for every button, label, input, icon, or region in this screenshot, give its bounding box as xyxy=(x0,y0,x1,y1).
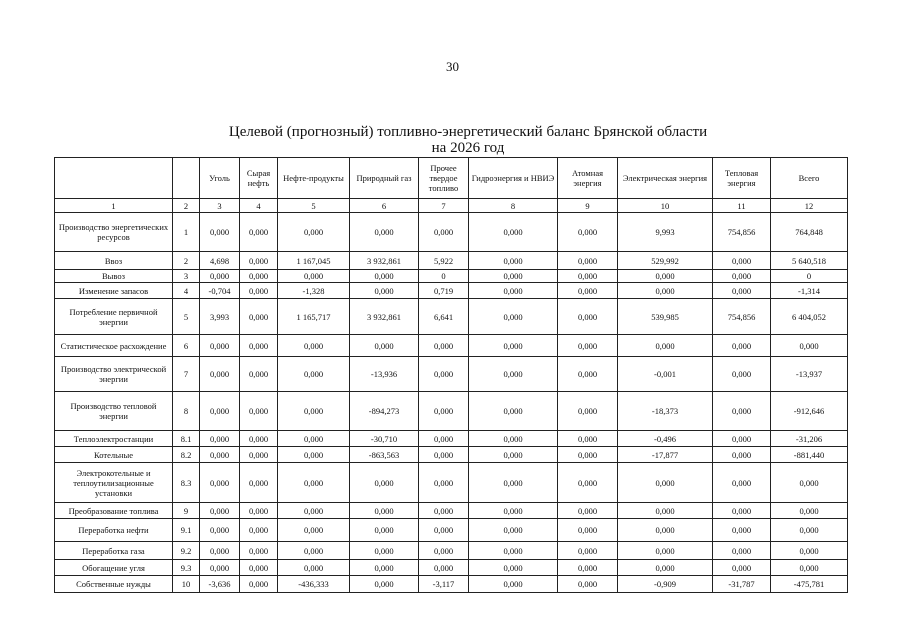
table-cell: 0,000 xyxy=(278,560,350,576)
column-number: 9 xyxy=(558,199,618,213)
table-row xyxy=(55,431,848,447)
table-cell: 0,000 xyxy=(240,463,278,503)
column-number-row xyxy=(55,199,848,213)
table-cell: 0,000 xyxy=(240,252,278,270)
table-row xyxy=(55,447,848,463)
table-cell: 0,000 xyxy=(558,357,618,392)
table-cell: 0,000 xyxy=(618,542,713,560)
table-row xyxy=(55,542,848,560)
table-cell: 0,000 xyxy=(200,357,240,392)
row-number: 9.2 xyxy=(173,542,200,560)
table-cell: 0,000 xyxy=(350,503,419,519)
table-cell: -881,440 xyxy=(771,447,848,463)
table-cell: -0,001 xyxy=(618,357,713,392)
table-cell: -3,636 xyxy=(200,576,240,593)
table-row xyxy=(55,463,848,503)
table-row xyxy=(55,335,848,357)
column-number: 1 xyxy=(55,199,173,213)
table-cell: 0,000 xyxy=(419,542,469,560)
table-cell: 0,000 xyxy=(419,431,469,447)
table-cell: 0,000 xyxy=(771,335,848,357)
row-label: Производство электрической энергии xyxy=(55,357,173,392)
table-cell: 0,000 xyxy=(240,270,278,283)
table-row xyxy=(55,213,848,252)
table-cell: 0,000 xyxy=(713,270,771,283)
table-cell: 0,000 xyxy=(713,560,771,576)
row-number: 8.1 xyxy=(173,431,200,447)
table-cell: -1,314 xyxy=(771,283,848,299)
table-cell: 0,000 xyxy=(469,431,558,447)
table-cell: -17,877 xyxy=(618,447,713,463)
row-number: 7 xyxy=(173,357,200,392)
row-label: Статистическое расхождение xyxy=(55,335,173,357)
table-cell: 0,000 xyxy=(713,503,771,519)
table-cell: 0,000 xyxy=(200,392,240,431)
table-cell: 0,000 xyxy=(350,270,419,283)
table-cell: 0,000 xyxy=(558,560,618,576)
table-cell: -31,787 xyxy=(713,576,771,593)
column-number: 12 xyxy=(771,199,848,213)
table-cell: -31,206 xyxy=(771,431,848,447)
table-cell: 0,000 xyxy=(200,431,240,447)
table-cell: 0,000 xyxy=(713,283,771,299)
table-cell: 6,641 xyxy=(419,299,469,335)
table-cell: 0,000 xyxy=(713,542,771,560)
table-cell: -475,781 xyxy=(771,576,848,593)
column-number: 6 xyxy=(350,199,419,213)
table-row xyxy=(55,560,848,576)
row-label: Изменение запасов xyxy=(55,283,173,299)
table-cell: 0,000 xyxy=(278,542,350,560)
table-cell: 0,000 xyxy=(419,392,469,431)
table-cell: 0,000 xyxy=(558,299,618,335)
table-cell: 0,000 xyxy=(558,542,618,560)
table-cell: 0,000 xyxy=(278,503,350,519)
table-cell: 0,000 xyxy=(200,447,240,463)
table-cell: 1 165,717 xyxy=(278,299,350,335)
table-cell: 0,000 xyxy=(200,213,240,252)
table-cell: 0,000 xyxy=(618,283,713,299)
table-row xyxy=(55,503,848,519)
column-number: 2 xyxy=(173,199,200,213)
table-row xyxy=(55,392,848,431)
row-label: Вывоз xyxy=(55,270,173,283)
table-cell: -894,273 xyxy=(350,392,419,431)
table-cell: 0,000 xyxy=(558,519,618,542)
row-label: Производство тепловой энергии xyxy=(55,392,173,431)
header-cell: Уголь xyxy=(200,158,240,199)
table-cell: 0,000 xyxy=(278,431,350,447)
table-cell: 0,000 xyxy=(240,213,278,252)
table-cell: -13,936 xyxy=(350,357,419,392)
table-cell: 0,000 xyxy=(469,335,558,357)
table-cell: 0,000 xyxy=(419,560,469,576)
table-cell: 0,719 xyxy=(419,283,469,299)
row-label: Ввоз xyxy=(55,252,173,270)
table-cell: 0,000 xyxy=(240,576,278,593)
table-cell: 0,000 xyxy=(350,519,419,542)
table-cell: 0,000 xyxy=(771,463,848,503)
table-cell: 754,856 xyxy=(713,213,771,252)
table-cell: 0,000 xyxy=(713,252,771,270)
table-cell: 0,000 xyxy=(469,283,558,299)
table-cell: 0,000 xyxy=(278,463,350,503)
row-number: 8.2 xyxy=(173,447,200,463)
table-cell: 0,000 xyxy=(713,431,771,447)
table-cell: 0,000 xyxy=(240,392,278,431)
table-cell: 0,000 xyxy=(771,503,848,519)
table-cell: 0,000 xyxy=(240,519,278,542)
column-number: 8 xyxy=(469,199,558,213)
table-cell: 0,000 xyxy=(618,519,713,542)
row-number: 4 xyxy=(173,283,200,299)
table-cell: 0,000 xyxy=(419,357,469,392)
table-cell: 0,000 xyxy=(200,335,240,357)
table-cell: 539,985 xyxy=(618,299,713,335)
table-cell: 3 932,861 xyxy=(350,252,419,270)
header-cell: Гидроэнергия и НВИЭ xyxy=(469,158,558,199)
table-cell: 0,000 xyxy=(713,357,771,392)
table-cell: 0,000 xyxy=(419,519,469,542)
row-label: Электрокотельные и теплоутилизационные установки xyxy=(55,463,173,503)
table-cell: 0,000 xyxy=(618,270,713,283)
table-cell: 0,000 xyxy=(558,576,618,593)
column-number: 4 xyxy=(240,199,278,213)
table-cell: 0,000 xyxy=(278,335,350,357)
energy-balance-table xyxy=(54,157,848,593)
table-cell: 0,000 xyxy=(350,560,419,576)
table-cell: -436,333 xyxy=(278,576,350,593)
table-cell: 0,000 xyxy=(278,213,350,252)
table-cell: 0,000 xyxy=(240,560,278,576)
column-number: 3 xyxy=(200,199,240,213)
table-cell: 0,000 xyxy=(469,357,558,392)
table-row xyxy=(55,299,848,335)
table-cell: -912,646 xyxy=(771,392,848,431)
table-cell: 0,000 xyxy=(469,299,558,335)
table-cell: 0,000 xyxy=(771,560,848,576)
table-cell: 0,000 xyxy=(469,392,558,431)
row-number: 6 xyxy=(173,335,200,357)
table-cell: 0,000 xyxy=(469,270,558,283)
table-cell: 0,000 xyxy=(350,542,419,560)
table-cell: 0,000 xyxy=(278,357,350,392)
row-label: Потребление первичной энергии xyxy=(55,299,173,335)
header-cell: Нефте-продукты xyxy=(278,158,350,199)
table-cell: -0,496 xyxy=(618,431,713,447)
table-cell: 529,992 xyxy=(618,252,713,270)
table-cell: -3,117 xyxy=(419,576,469,593)
header-cell: Тепловая энергия xyxy=(713,158,771,199)
row-number: 1 xyxy=(173,213,200,252)
table-cell: 1 167,045 xyxy=(278,252,350,270)
page-number: 30 xyxy=(446,59,459,74)
table-body xyxy=(55,213,848,593)
table-cell: 0,000 xyxy=(558,392,618,431)
table-cell: 0,000 xyxy=(469,252,558,270)
table-cell: 5 640,518 xyxy=(771,252,848,270)
column-number: 11 xyxy=(713,199,771,213)
table-cell: -863,563 xyxy=(350,447,419,463)
row-label: Преобразование топлива xyxy=(55,503,173,519)
table-cell: 0,000 xyxy=(278,447,350,463)
table-cell: 0,000 xyxy=(469,213,558,252)
table-cell: 0,000 xyxy=(558,447,618,463)
table-cell: -0,704 xyxy=(200,283,240,299)
table-cell: 0,000 xyxy=(618,560,713,576)
row-label: Переработка нефти xyxy=(55,519,173,542)
table-cell: 0,000 xyxy=(558,270,618,283)
table-cell: 0,000 xyxy=(469,447,558,463)
table-cell: 0,000 xyxy=(618,463,713,503)
table-cell: 0,000 xyxy=(350,335,419,357)
table-cell: 764,848 xyxy=(771,213,848,252)
table-cell: 0,000 xyxy=(240,357,278,392)
table-cell: 0,000 xyxy=(278,519,350,542)
header-cell: Атомная энергия xyxy=(558,158,618,199)
table-cell: 0,000 xyxy=(200,519,240,542)
table-cell: 0,000 xyxy=(200,270,240,283)
table-cell: 0,000 xyxy=(713,519,771,542)
table-cell: 0,000 xyxy=(558,335,618,357)
table-cell: 0,000 xyxy=(350,283,419,299)
table-cell: 0,000 xyxy=(713,392,771,431)
table-cell: 0,000 xyxy=(558,283,618,299)
table-cell: 0,000 xyxy=(419,213,469,252)
table-row xyxy=(55,576,848,593)
table-cell: 0,000 xyxy=(200,560,240,576)
table-cell: 3 932,861 xyxy=(350,299,419,335)
table-cell: 0,000 xyxy=(350,576,419,593)
header-cell: Природный газ xyxy=(350,158,419,199)
table-cell: 0,000 xyxy=(278,270,350,283)
table-cell: -1,328 xyxy=(278,283,350,299)
table-cell: 0,000 xyxy=(240,431,278,447)
table-cell: -30,710 xyxy=(350,431,419,447)
table-cell: 0,000 xyxy=(419,447,469,463)
table-cell: -13,937 xyxy=(771,357,848,392)
table-cell: 0,000 xyxy=(771,519,848,542)
row-number: 9 xyxy=(173,503,200,519)
table-cell: 0,000 xyxy=(240,447,278,463)
table-cell: 0,000 xyxy=(350,213,419,252)
table-row xyxy=(55,252,848,270)
table-cell: 0,000 xyxy=(278,392,350,431)
table-cell: 0,000 xyxy=(713,335,771,357)
table-cell: 0,000 xyxy=(469,542,558,560)
column-number: 10 xyxy=(618,199,713,213)
title-line-1: Целевой (прогнозный) топливно-энергетический баланс Брянской области xyxy=(228,124,708,140)
table-cell: 0,000 xyxy=(469,503,558,519)
table-cell: 0,000 xyxy=(713,447,771,463)
table-cell: 0,000 xyxy=(419,463,469,503)
table-cell: 0,000 xyxy=(469,576,558,593)
row-label: Обогащение угля xyxy=(55,560,173,576)
table-cell: 0,000 xyxy=(558,503,618,519)
table-cell: -0,909 xyxy=(618,576,713,593)
row-number: 9.1 xyxy=(173,519,200,542)
table-cell: 0,000 xyxy=(558,213,618,252)
table-cell: 0,000 xyxy=(240,299,278,335)
row-number: 8 xyxy=(173,392,200,431)
title-line-2: на 2026 год xyxy=(431,140,505,156)
row-number: 2 xyxy=(173,252,200,270)
row-label: Переработка газа xyxy=(55,542,173,560)
row-number: 8.3 xyxy=(173,463,200,503)
header-cell: Электрическая энергия xyxy=(618,158,713,199)
table-cell: 0,000 xyxy=(558,252,618,270)
table-cell: 0,000 xyxy=(200,503,240,519)
table-cell: 0,000 xyxy=(240,335,278,357)
row-label: Производство энергетических ресурсов xyxy=(55,213,173,252)
table-cell: 754,856 xyxy=(713,299,771,335)
table-cell: 0,000 xyxy=(469,560,558,576)
row-number: 3 xyxy=(173,270,200,283)
document-title xyxy=(173,124,763,156)
table-cell: 0,000 xyxy=(200,463,240,503)
table-cell: 6 404,052 xyxy=(771,299,848,335)
header-cell xyxy=(173,158,200,199)
table-cell: 0,000 xyxy=(419,335,469,357)
table-cell: 4,698 xyxy=(200,252,240,270)
table-cell: 0,000 xyxy=(771,542,848,560)
table-cell: 9,993 xyxy=(618,213,713,252)
table-row xyxy=(55,283,848,299)
table-cell: 0,000 xyxy=(240,503,278,519)
header-cell xyxy=(55,158,173,199)
table-cell: 0,000 xyxy=(469,463,558,503)
row-number: 9.3 xyxy=(173,560,200,576)
table-cell: 0,000 xyxy=(419,503,469,519)
table-header-row xyxy=(55,158,848,199)
table-cell: 0,000 xyxy=(350,463,419,503)
table-cell: 0,000 xyxy=(558,431,618,447)
header-cell: Всего xyxy=(771,158,848,199)
table-cell: 0,000 xyxy=(200,542,240,560)
table-cell: 3,993 xyxy=(200,299,240,335)
table-cell: -18,373 xyxy=(618,392,713,431)
table-cell: 0,000 xyxy=(469,519,558,542)
row-label: Собственные нужды xyxy=(55,576,173,593)
table-cell: 0,000 xyxy=(618,335,713,357)
table-cell: 0 xyxy=(419,270,469,283)
row-number: 5 xyxy=(173,299,200,335)
column-number: 7 xyxy=(419,199,469,213)
table-cell: 0,000 xyxy=(558,463,618,503)
table-cell: 5,922 xyxy=(419,252,469,270)
table-row xyxy=(55,270,848,283)
table-cell: 0 xyxy=(771,270,848,283)
header-cell: Сырая нефть xyxy=(240,158,278,199)
table-cell: 0,000 xyxy=(240,283,278,299)
table-row xyxy=(55,519,848,542)
row-label: Котельные xyxy=(55,447,173,463)
table-cell: 0,000 xyxy=(618,503,713,519)
row-label: Теплоэлектростанции xyxy=(55,431,173,447)
table-cell: 0,000 xyxy=(713,463,771,503)
table-cell: 0,000 xyxy=(240,542,278,560)
table-row xyxy=(55,357,848,392)
row-number: 10 xyxy=(173,576,200,593)
column-number: 5 xyxy=(278,199,350,213)
header-cell: Прочее твердое топливо xyxy=(419,158,469,199)
